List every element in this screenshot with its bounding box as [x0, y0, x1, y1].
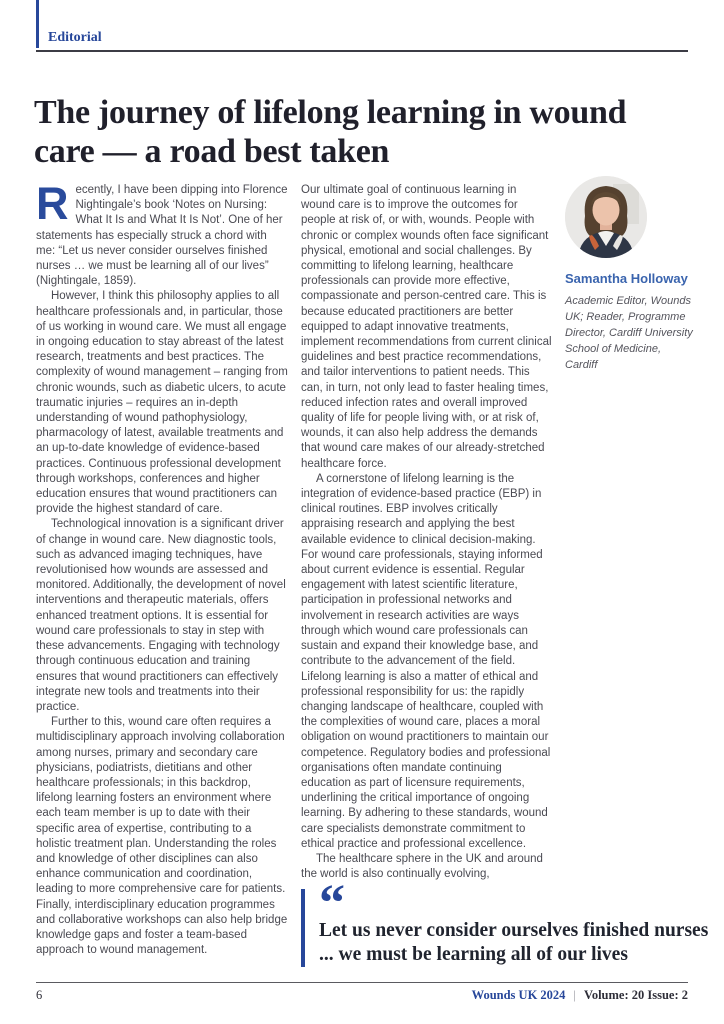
paragraph-text: ecently, I have been dipping into Florence Nightingale’s book ‘Notes on Nursing: What It Is and What It Is Not’. One of her statements has especially struck a chord with me: “Let us never consider ourselves finished nurses … we must be learning all of our lives” (Nightingale, 1859). [36, 184, 288, 288]
header-divider [36, 50, 688, 52]
pull-quote-text: Let us never consider ourselves finished nurses ... we must be learning all of our lives [319, 920, 709, 965]
paragraph: Further to this, wound care often requires a multidisciplinary approach involving collaboration among nurses, primary and secondary care physicians, podiatrists, dietitians and other healthcare professionals; in this backdrop, lifelong learning fosters an environment where each team member is up to date with their specific area of expertise, contributing to a holistic treatment plan. Understanding the roles and knowledge of other disciplines can also enhance communication and coordination, leading to more comprehensive care for patients. Finally, interdisciplinary education programmes and collaborative workshops can also help bridge knowledge gaps and foster a team-based approach to wound management. [36, 716, 288, 957]
article-column-1 [36, 178, 288, 958]
article-column-2 [301, 183, 553, 882]
footer [36, 988, 688, 1003]
page-number: 6 [36, 988, 43, 1002]
author-portrait-illustration [565, 176, 647, 258]
author-block [565, 176, 693, 373]
footer-journal-info [472, 988, 688, 1003]
page-title: The journey of lifelong learning in wound care — a road best taken [34, 93, 627, 170]
paragraph: The healthcare sphere in the UK and around the world is also continually evolving, [301, 852, 543, 881]
footer-divider [36, 982, 688, 983]
section-kicker [36, 0, 102, 48]
author-affiliation: Academic Editor, Wounds UK; Reader, Programme Director, Cardiff University School of Medicine, Cardiff [565, 295, 693, 371]
pull-quote [301, 875, 723, 967]
volume-issue: Volume: 20 Issue: 2 [583, 988, 688, 1002]
paragraph: However, I think this philosophy applies to all healthcare professionals and, in particular, those of us working in wound care. We must all engage in ongoing education to stay abreast of the latest research, treatments and best practices. The complexity of wound management – ranging from chronic wounds, such as diabetic ulcers, to acute traumatic injuries – requires an in-depth understanding of wound pathophysiology, pharmacology of latest, available treatments and an up-to-date knowledge of evidence-based practices. Continuous professional development through workshops, conferences and higher education ensures that wound practitioners can provide the highest standard of care. [36, 290, 288, 516]
journal-name: Wounds UK 2024 [471, 988, 566, 1002]
paragraph [36, 178, 288, 289]
author-photo [565, 176, 647, 258]
quote-icon: “ [319, 875, 343, 932]
kicker-label: Editorial [48, 30, 102, 45]
drop-cap: R [36, 178, 69, 229]
footer-separator: | [573, 988, 576, 1002]
author-name: Samantha Holloway [565, 271, 688, 286]
paragraph: A cornerstone of lifelong learning is the integration of evidence-based practice (EBP) in clinical routines. EBP involves critically appraising research and applying the best available evidence to clinical decision-making. For wound care professionals, staying informed about current evidence is essential. Regular engagement with latest scientific literature, participation in professional networks and involvement in research activities are ways through which wound care professionals can sustain and expand their knowledge base, and contribute to the advancement of the field. Lifelong learning is also a matter of ethical and professional responsibility for us: the rapidly changing landscape of healthcare, coupled with the complexities of wound care, places a moral obligation on wound practitioners to maintain our competence. Regulatory bodies and professional organisations often mandate continuing education as part of licensure requirements, underlining the critical importance of ongoing learning. By adhering to these standards, wound care specialists demonstrate commitment to ethical practice and professional excellence. [301, 472, 551, 850]
paragraph: Our ultimate goal of continuous learning in wound care is to improve the outcomes for people at risk of, or with, wounds. People with chronic or complex wounds often face significant physical, emotional and social challenges. By committing to lifelong learning, healthcare professionals can provide more effective, compassionate and person-centred care. This is because educated practitioners are better equipped to adapt innovative treatments, implement recommendations from current clinical guidelines and best practice recommendations, and tailor interventions to patient needs. This can, in turn, not only lead to faster healing times, reduced infection rates and overall improved quality of life for people living with, or at risk of, wounds, it can also help address the demands that wound care makes of our already-stretched healthcare force. [301, 184, 552, 470]
paragraph: Technological innovation is a significant driver of change in wound care. New diagnostic tools, such as advanced imaging techniques, have revolutionised how wounds are assessed and monitored. Additionally, the development of novel interventions and therapeutic materials, offers enhanced treatment options. It is essential for wound care professionals to stay in step with these advancements. Engaging with technology through continuous education and training ensures that wound practitioners can effectively integrate new tools and treatments into their practice. [36, 518, 286, 713]
